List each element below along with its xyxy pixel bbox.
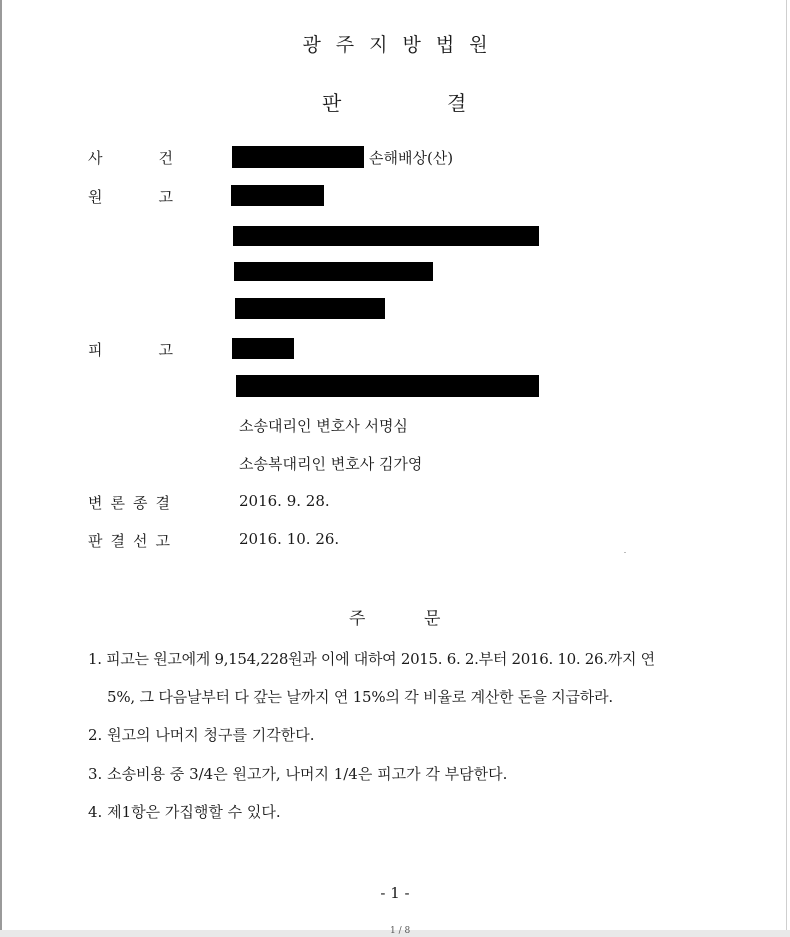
verdict-label-char: 결: [110, 532, 125, 550]
order-title-part-1: 주: [349, 609, 366, 629]
redaction-defendant-name: [232, 338, 294, 359]
redaction-plaintiff-extra: [235, 298, 385, 319]
order-item-3: 3. 소송비용 중 3/4은 원고가, 나머지 1/4은 피고가 각 부담한다.: [88, 765, 508, 783]
sub-attorney: 소송복대리인 변호사 김가영: [239, 455, 423, 473]
order-item-1-continued: 5%, 그 다음날부터 다 갚는 날까지 연 15%의 각 비율로 계산한 돈을 지급하라.: [107, 688, 613, 706]
closing-label-char: 론: [110, 494, 125, 512]
case-label-char: 사: [88, 149, 103, 167]
closing-label-char: 결: [155, 494, 170, 512]
page-left-edge: [0, 0, 2, 937]
plaintiff-label-char: 고: [158, 188, 173, 206]
redaction-plaintiff-address: [233, 226, 539, 246]
closing-label: [88, 492, 170, 513]
defendant-label-char: 고: [158, 341, 173, 359]
document-title-part-2: 결: [447, 91, 467, 115]
verdict-label-char: 판: [88, 532, 103, 550]
case-value: 손해배상(산): [369, 149, 454, 167]
document-title-part-1: 판: [322, 91, 342, 115]
verdict-label: [88, 530, 170, 551]
defendant-label-char: 피: [88, 341, 103, 359]
order-title-part-2: 문: [424, 609, 441, 629]
case-label-char: 건: [158, 149, 173, 167]
redaction-case-number: [232, 146, 364, 168]
redaction-plaintiff-name: [231, 185, 324, 206]
footer-page-fragment: 1 / 8: [390, 926, 411, 936]
plaintiff-label-char: 원: [88, 188, 103, 206]
redaction-defendant-address: [236, 375, 539, 397]
closing-date: 2016. 9. 28.: [239, 492, 330, 510]
scan-speck: [624, 552, 626, 553]
redaction-plaintiff-detail: [234, 262, 433, 281]
defendant-label: [88, 339, 173, 360]
plaintiff-label: [88, 186, 173, 207]
order-item-2: 2. 원고의 나머지 청구를 기각한다.: [88, 726, 315, 744]
order-item-4: 4. 제1항은 가집행할 수 있다.: [88, 803, 281, 821]
verdict-label-char: 고: [155, 532, 170, 550]
closing-label-char: 종: [133, 494, 148, 512]
verdict-date: 2016. 10. 26.: [239, 530, 340, 548]
court-name: 광주지방법원: [302, 34, 503, 56]
page-right-edge: [786, 0, 787, 937]
order-item-1: 1. 피고는 원고에게 9,154,228원과 이에 대하여 2015. 6. 2.부터 2016. 10. 26.까지 연: [88, 650, 655, 668]
attorney: 소송대리인 변호사 서명심: [239, 417, 408, 435]
closing-label-char: 변: [88, 494, 103, 512]
page-number: - 1 -: [380, 884, 410, 902]
verdict-label-char: 선: [133, 532, 148, 550]
case-label: [88, 147, 173, 168]
